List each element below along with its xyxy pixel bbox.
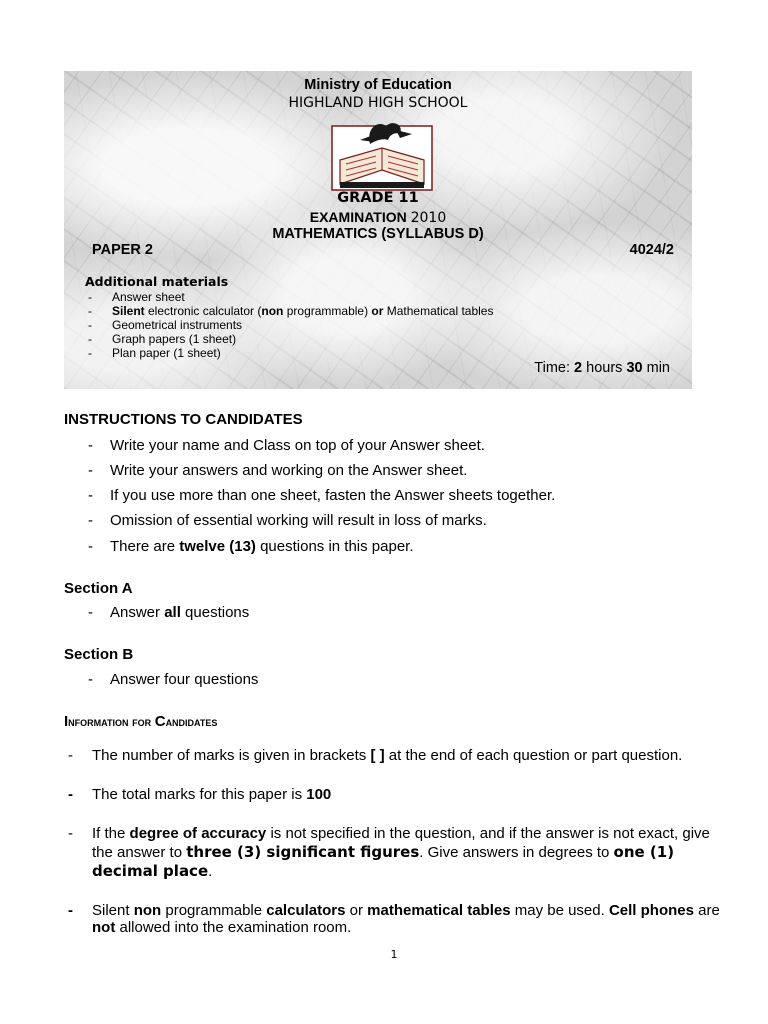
information-item: - The number of marks is given in brackets [ ] at the end of each question or part question.: [68, 747, 683, 764]
grade-title: GRADE 11: [337, 190, 419, 206]
section-a-item: - Answer all questions: [88, 604, 250, 621]
exam-label: EXAMINATION: [309, 209, 407, 225]
information-heading: Information for Candidates: [64, 713, 218, 730]
section-a-heading: Section A: [64, 580, 133, 597]
instruction-item: - Write your name and Class on top of your Answer sheet.: [88, 437, 485, 454]
paper-code: 4024/2: [629, 242, 674, 258]
instruction-item: - Write your answers and working on the Answer sheet.: [88, 462, 468, 479]
paper-label: PAPER 2: [92, 242, 153, 258]
instruction-item: - If you use more than one sheet, fasten the Answer sheets together.: [88, 487, 556, 504]
page-number: 1: [390, 948, 398, 961]
exam-title: [64, 209, 692, 226]
material-item: - Geometrical instruments: [88, 318, 243, 332]
ministry-title: Ministry of Education: [304, 77, 452, 93]
exam-time: Time: 2 hours 30 min: [534, 360, 670, 376]
school-name: HIGHLAND HIGH SCHOOL: [288, 95, 468, 111]
information-item: - If the degree of accuracy is not specified in the question, and if the answer is not exact, give the answer to three (3) significant figures. Give answers in degrees to one (1) decimal place.: [68, 825, 710, 880]
additional-materials-title: Additional materials: [85, 274, 229, 289]
instruction-item: - There are twelve (13) questions in this paper.: [88, 538, 414, 555]
information-item: - Silent non programmable calculators or mathematical tables may be used. Cell phones are not allowed into the examination room.: [68, 902, 720, 936]
material-item: - Silent electronic calculator (non programmable) or Mathematical tables: [88, 304, 494, 318]
subject-title: MATHEMATICS (SYLLABUS D): [272, 226, 484, 242]
school-crest-icon: [330, 118, 434, 192]
exam-year: 2010: [410, 210, 447, 226]
material-item: - Graph papers (1 sheet): [88, 332, 237, 346]
instructions-heading: INSTRUCTIONS TO CANDIDATES: [64, 411, 303, 428]
section-b-heading: Section B: [64, 646, 134, 663]
section-b-item: - Answer four questions: [88, 671, 259, 688]
material-item: - Answer sheet: [88, 290, 185, 304]
material-item: - Plan paper (1 sheet): [88, 346, 221, 360]
instruction-item: - Omission of essential working will result in loss of marks.: [88, 512, 487, 529]
information-item: - The total marks for this paper is 100: [68, 786, 332, 803]
